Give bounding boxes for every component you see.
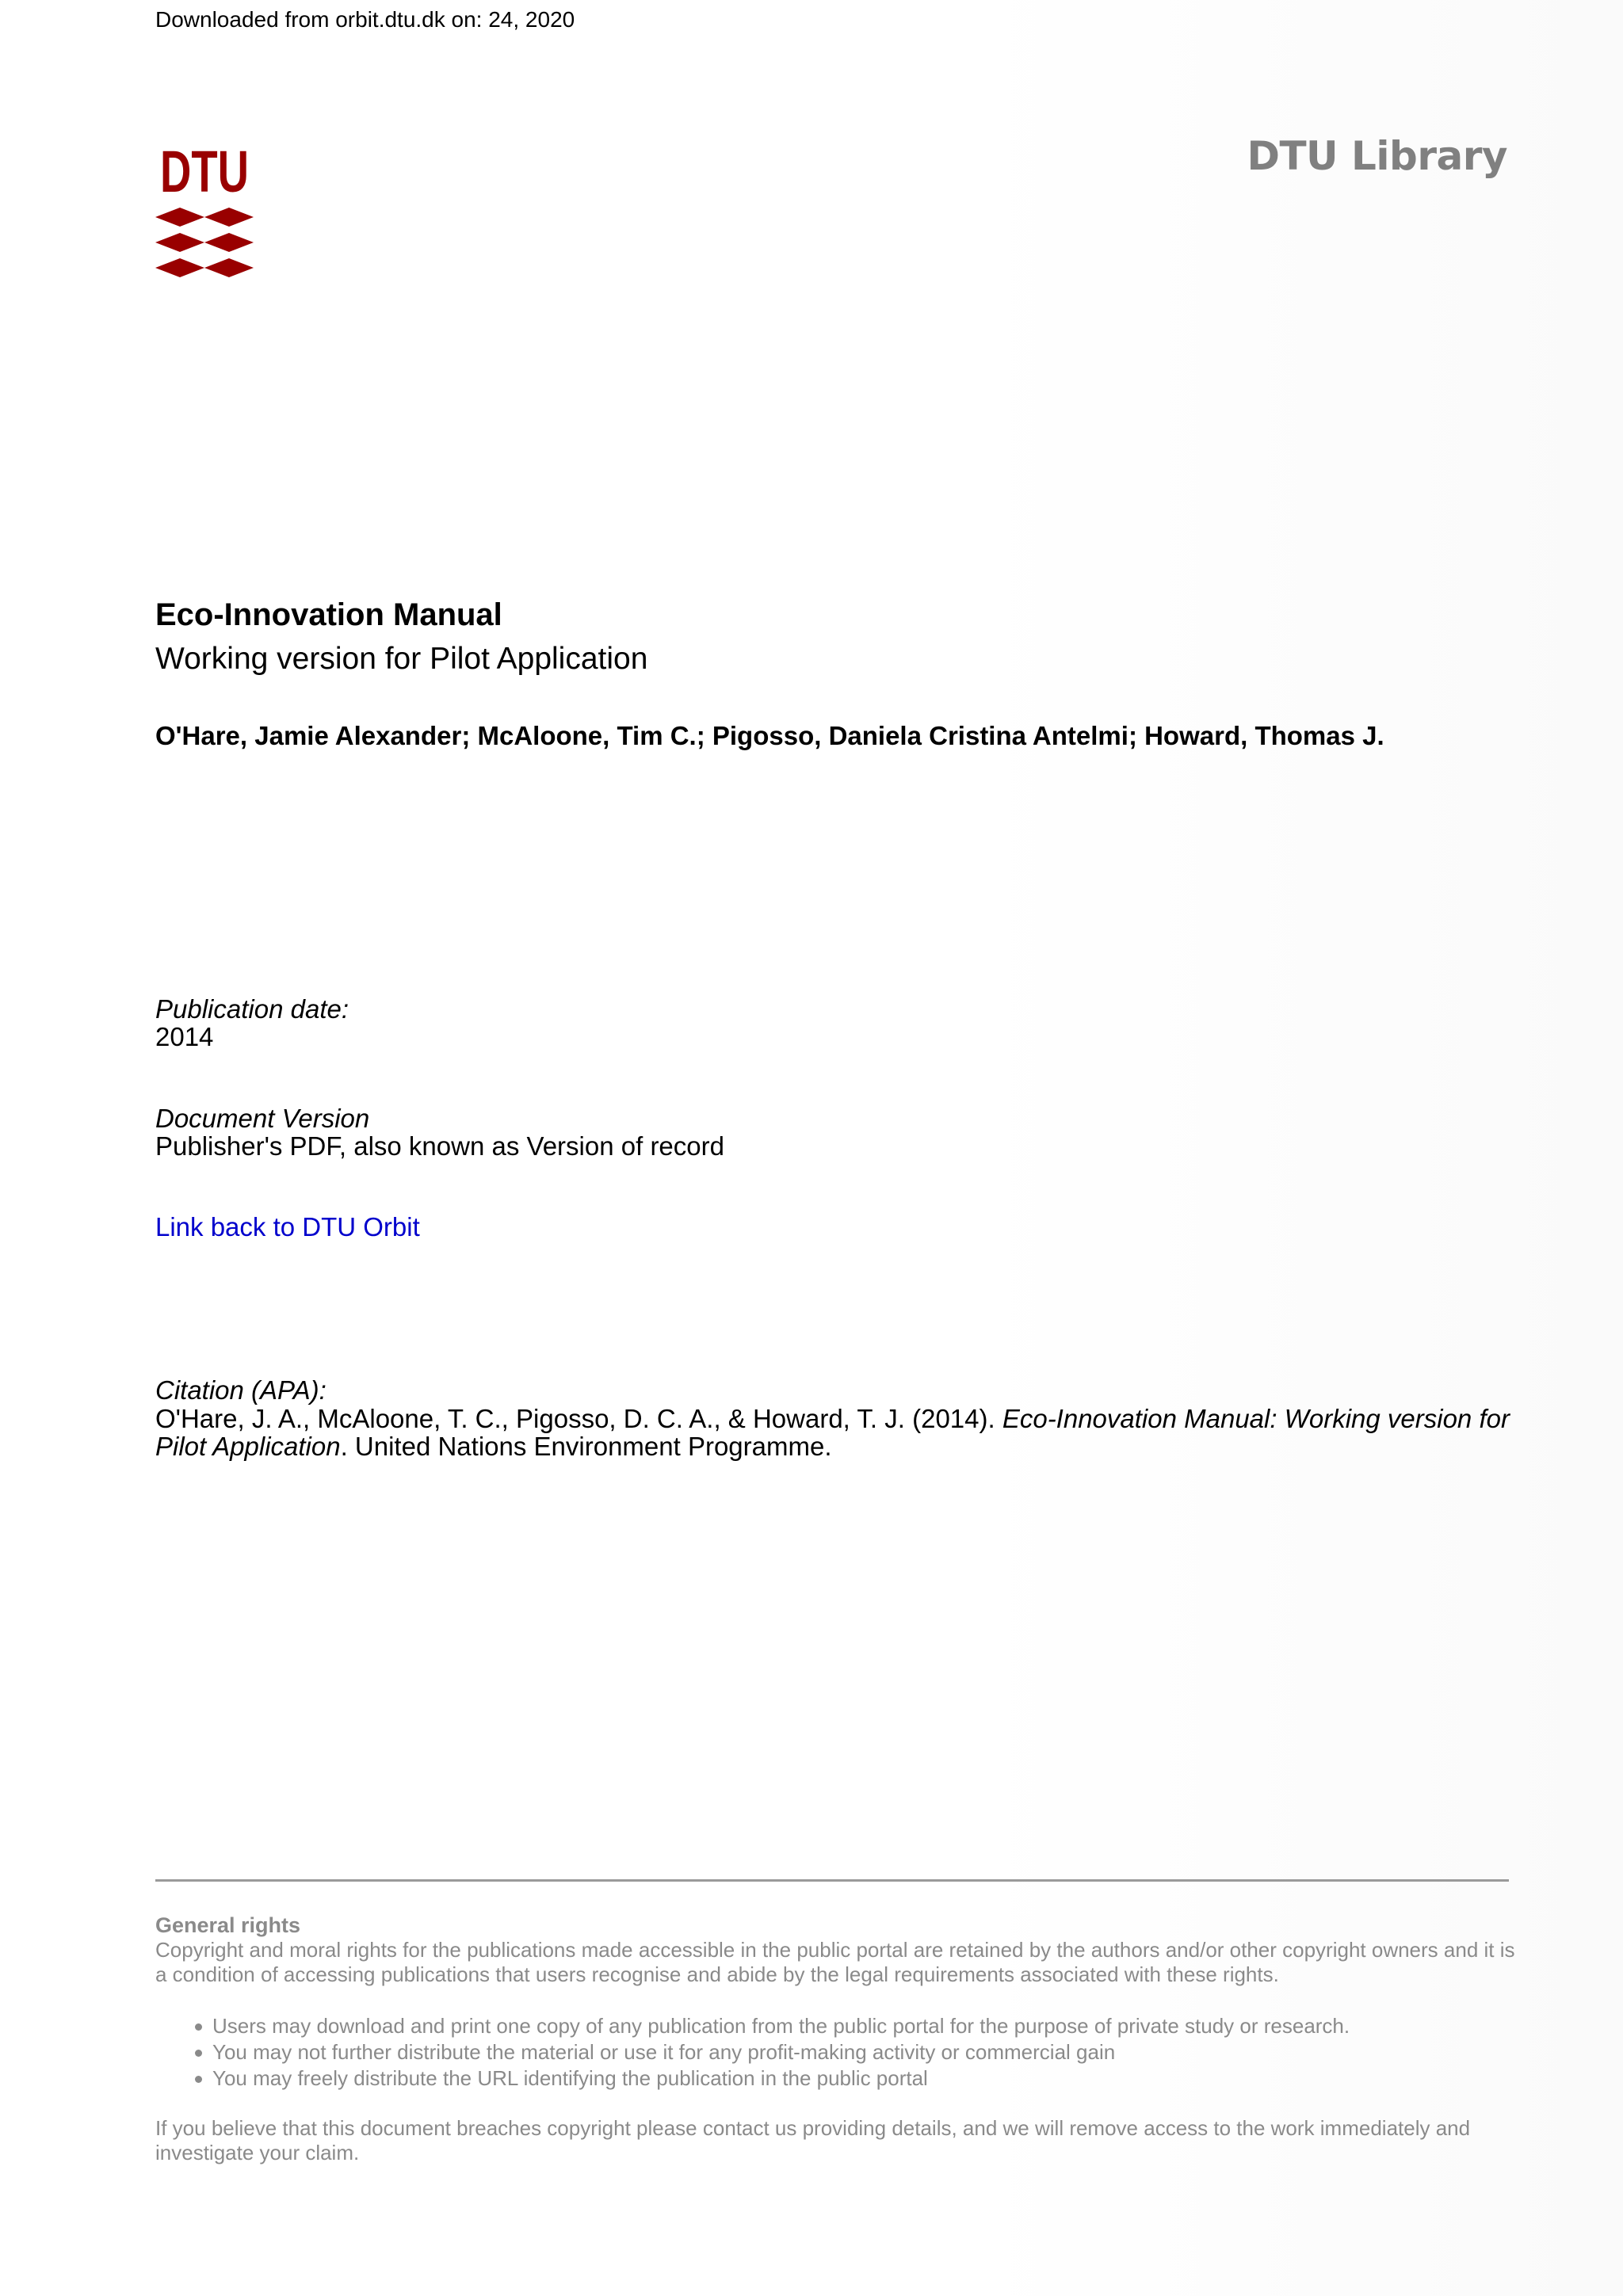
document-version-value: Publisher's PDF, also known as Version of record [155, 1131, 724, 1161]
dtu-logo-text: DTU [160, 139, 249, 204]
citation-text [155, 1405, 1518, 1460]
author-list: O'Hare, Jamie Alexander; McAloone, Tim C.; Pigosso, Daniela Cristina Antelmi; Howard, Thomas J. [155, 721, 1384, 750]
rights-intro: Copyright and moral rights for the publications made accessible in the public portal are retained by the authors and/or other copyright owners and it is a condition of accessing publications that users recognise and abide by the legal requirements associated with these rights. [155, 1938, 1515, 1986]
rights-bullet: Users may download and print one copy of any publication from the public portal for the purpose of private study or research. [212, 2013, 1518, 2039]
publication-date-value: 2014 [155, 1022, 214, 1051]
logo-wave-2 [155, 233, 254, 252]
rights-closing: If you believe that this document breaches copyright please contact us providing details, and we will remove access to the work immediately and investigate your claim. [155, 2116, 1471, 2164]
citation-label: Citation (APA): [155, 1375, 327, 1405]
rights-bullet: You may freely distribute the URL identifying the publication in the public portal [212, 2065, 1518, 2092]
library-wordmark: DTU Library [1247, 133, 1507, 179]
general-rights-section [155, 1913, 1518, 2165]
download-notice: Downloaded from orbit.dtu.dk on: 24, 2020 [155, 7, 575, 32]
citation-suffix: . United Nations Environment Programme. [340, 1432, 832, 1461]
dtu-logo [155, 141, 254, 282]
link-back-to-orbit[interactable]: Link back to DTU Orbit [155, 1212, 420, 1241]
rights-heading: General rights [155, 1913, 301, 1937]
logo-wave-3 [155, 258, 254, 277]
publication-date-label: Publication date: [155, 994, 349, 1024]
section-divider [155, 1879, 1509, 1882]
document-title: Eco-Innovation Manual [155, 597, 502, 632]
rights-bullet-list [155, 2013, 1518, 2092]
document-version-label: Document Version [155, 1104, 370, 1133]
logo-wave-1 [155, 208, 254, 227]
citation-prefix: O'Hare, J. A., McAloone, T. C., Pigosso, D. C. A., & Howard, T. J. (2014). [155, 1404, 1002, 1433]
rights-bullet: You may not further distribute the material or use it for any profit-making activity or commercial gain [212, 2039, 1518, 2065]
document-subtitle: Working version for Pilot Application [155, 642, 648, 676]
citation-title: Eco-Innovation Manual: Working version for Pilot Application [155, 1404, 1510, 1461]
